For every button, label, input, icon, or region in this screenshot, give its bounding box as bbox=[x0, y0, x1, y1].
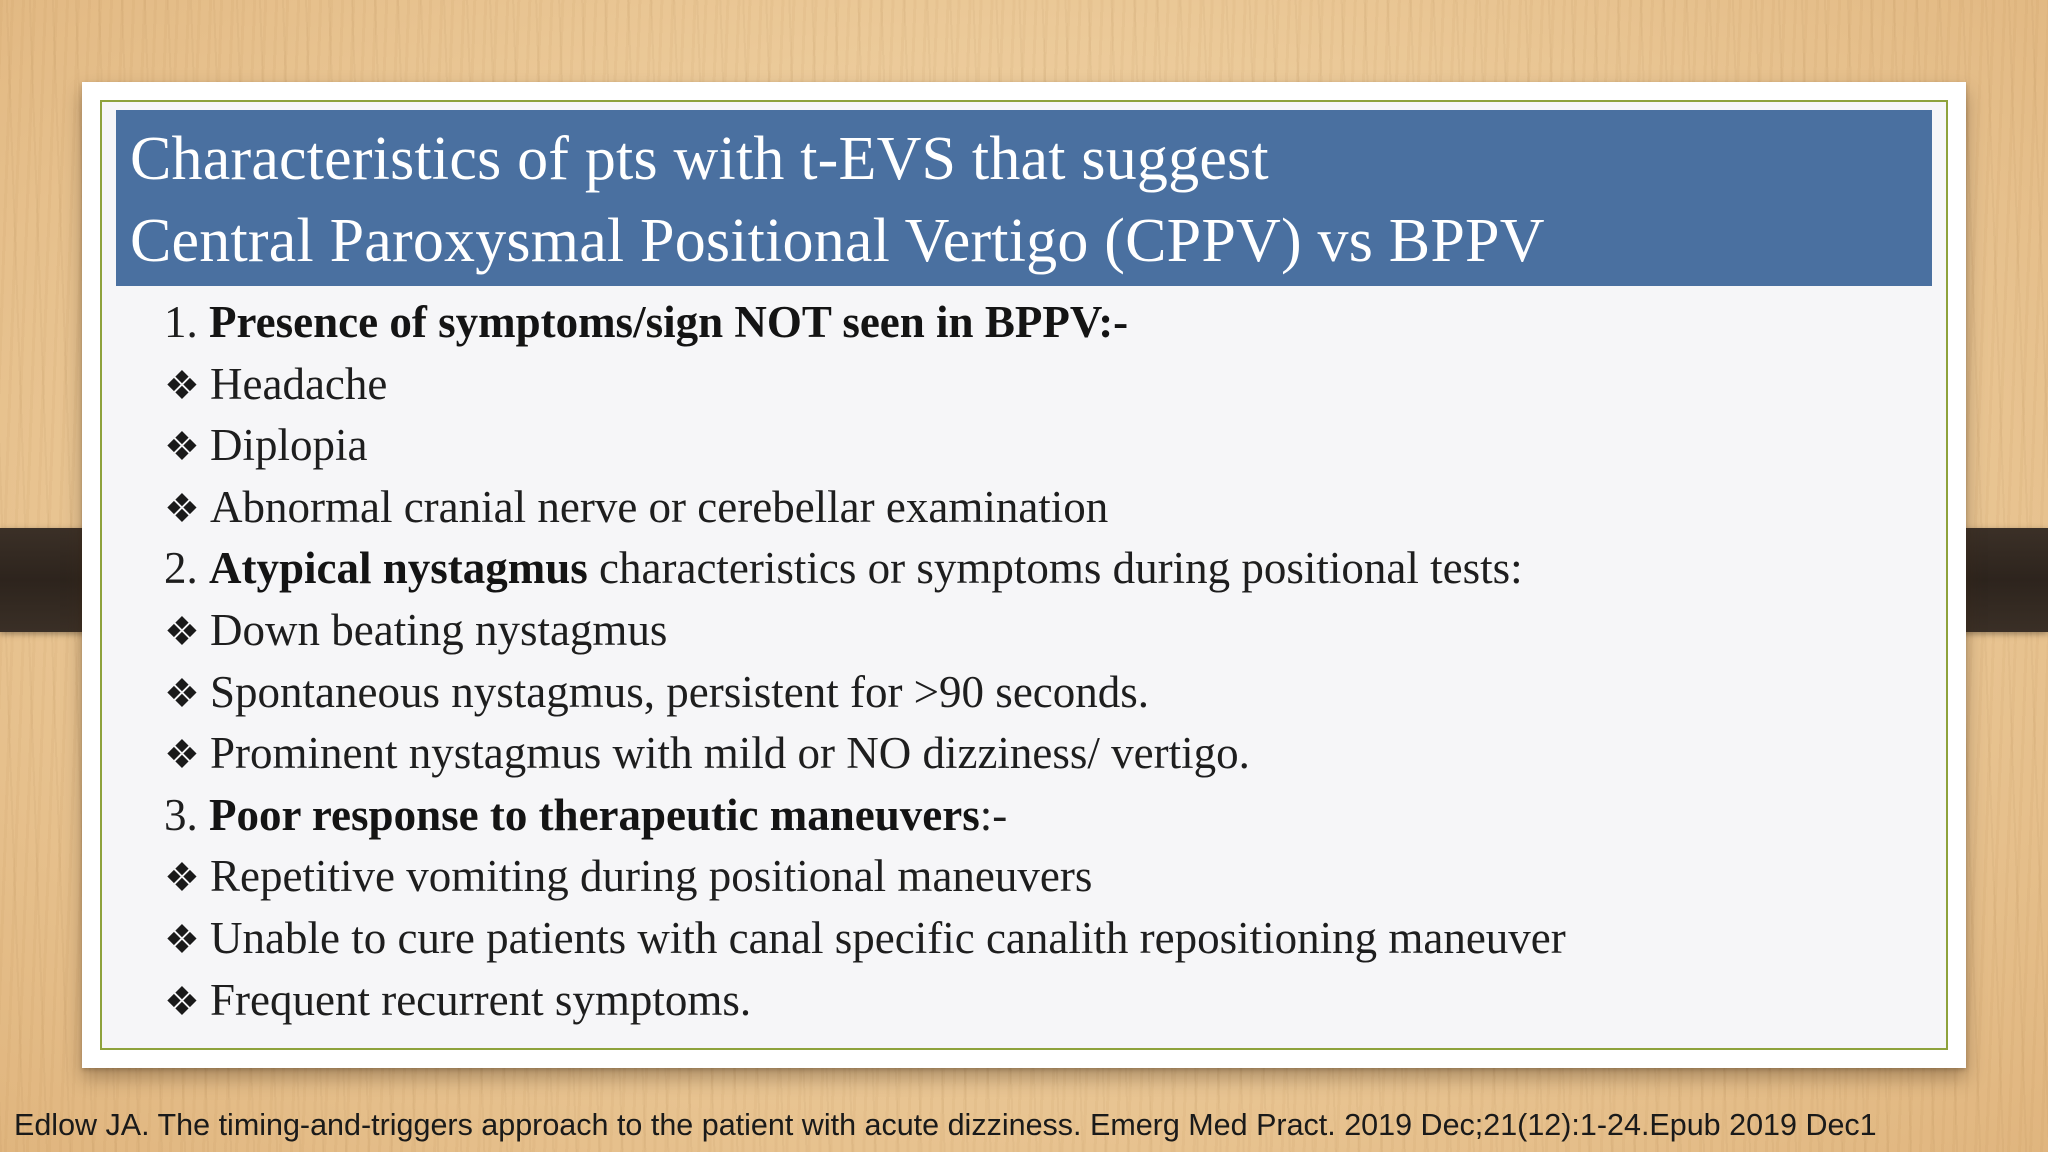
section-number: 3. bbox=[164, 789, 209, 840]
slide-content bbox=[164, 292, 1926, 1031]
diamond-bullet-icon: ❖ bbox=[164, 362, 200, 408]
section-heading-bold: Poor response to therapeutic maneuvers bbox=[209, 789, 980, 840]
bullet-item bbox=[164, 662, 1926, 724]
section-heading-rest: characteristics or symptoms during positional tests: bbox=[587, 543, 1523, 594]
section-number: 1. bbox=[164, 297, 209, 347]
slide-frame bbox=[100, 100, 1948, 1050]
bullet-item bbox=[164, 723, 1926, 785]
bullet-item bbox=[164, 415, 1926, 477]
diamond-bullet-icon: ❖ bbox=[164, 608, 200, 654]
bullet-item bbox=[164, 477, 1926, 539]
citation-footer: Edlow JA. The timing-and-triggers approach to the patient with acute dizziness. Emerg Med Pract. 2019 Dec;21(12):1-24.Epub 2019 Dec1 bbox=[14, 1108, 1877, 1142]
slide-title-line-1: Characteristics of pts with t-EVS that suggest bbox=[130, 125, 1269, 193]
section-heading-bold: Presence of symptoms/sign NOT seen in BPPV:- bbox=[209, 297, 1129, 347]
bullet-text: Prominent nystagmus with mild or NO dizziness/ vertigo. bbox=[210, 728, 1250, 779]
section-heading bbox=[164, 785, 1926, 847]
slide-title-band bbox=[116, 110, 1932, 286]
bullet-text: Diplopia bbox=[210, 420, 368, 471]
section-heading bbox=[164, 292, 1926, 354]
slide-title-line-2: Central Paroxysmal Positional Vertigo (CPPV) vs BPPV bbox=[130, 207, 1545, 275]
bullet-item bbox=[164, 908, 1926, 970]
section-heading bbox=[164, 538, 1926, 600]
section-heading-bold: Atypical nystagmus bbox=[209, 543, 588, 594]
bullet-item bbox=[164, 354, 1926, 416]
section-number: 2. bbox=[164, 543, 209, 594]
bullet-text: Abnormal cranial nerve or cerebellar examination bbox=[210, 481, 1109, 532]
bullet-text: Unable to cure patients with canal specific canalith repositioning maneuver bbox=[210, 912, 1566, 963]
diamond-bullet-icon: ❖ bbox=[164, 978, 200, 1024]
bullet-item bbox=[164, 846, 1926, 908]
diamond-bullet-icon: ❖ bbox=[164, 732, 200, 778]
bullet-text: Down beating nystagmus bbox=[210, 604, 668, 655]
diamond-bullet-icon: ❖ bbox=[164, 670, 200, 716]
diamond-bullet-icon: ❖ bbox=[164, 916, 200, 962]
bullet-item bbox=[164, 970, 1926, 1032]
diamond-bullet-icon: ❖ bbox=[164, 424, 200, 470]
bullet-text: Headache bbox=[210, 358, 388, 409]
diamond-bullet-icon: ❖ bbox=[164, 855, 200, 901]
bullet-text: Repetitive vomiting during positional maneuvers bbox=[210, 851, 1093, 902]
slide-card bbox=[82, 82, 1966, 1068]
bullet-item bbox=[164, 600, 1926, 662]
section-heading-rest: :- bbox=[979, 789, 1008, 840]
diamond-bullet-icon: ❖ bbox=[164, 485, 200, 531]
bullet-text: Frequent recurrent symptoms. bbox=[210, 974, 752, 1025]
bullet-text: Spontaneous nystagmus, persistent for >90 seconds. bbox=[210, 666, 1150, 717]
